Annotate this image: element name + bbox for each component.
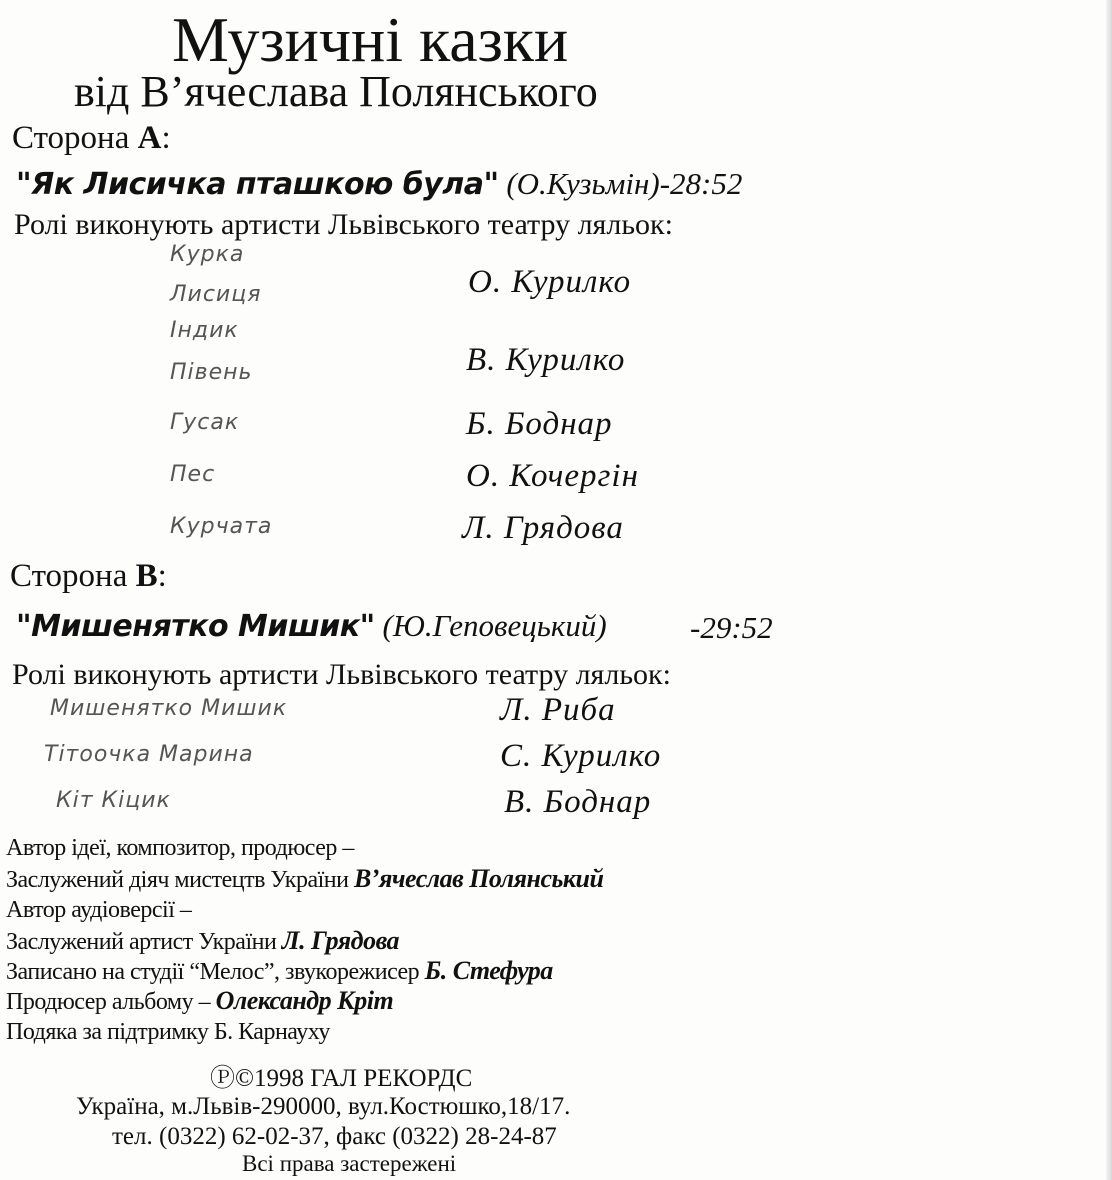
page-subtitle: від В’ячеслава Полянського — [74, 67, 598, 116]
credit-name: В’ячеслав Полянський — [353, 864, 604, 893]
side-a-label: Сторона — [12, 120, 130, 156]
credit-name: Олександр Кріт — [215, 986, 394, 1015]
side-a-character: Пес — [170, 462, 216, 487]
side-a-character: Курчата — [170, 514, 273, 539]
side-a-actor: Л. Грядова — [462, 510, 624, 546]
side-a-heading — [12, 122, 171, 155]
credit-text: Продюсер альбому – — [6, 989, 211, 1015]
credit-line: Автор аудіоверсії – — [6, 897, 192, 923]
credit-name: Л. Грядова — [281, 926, 400, 955]
credit-name: Б. Стефура — [424, 956, 553, 985]
side-a-actor: В. Курилко — [466, 342, 626, 378]
side-a-actor: О. Курилко — [468, 264, 632, 300]
side-a-story-title: "Як Лисичка пташкою була" — [16, 167, 499, 202]
side-a-actor: О. Кочергін — [466, 458, 639, 494]
side-b-duration: -29:52 — [690, 610, 773, 645]
rights: Всі права застережені — [242, 1151, 457, 1176]
side-a-author: (О.Кузьмін) — [506, 166, 660, 201]
side-a-character: Лисиця — [170, 282, 262, 307]
side-a-character: Гусак — [170, 410, 240, 435]
copyright: Ⓟ©1998 ГАЛ РЕКОРДС — [210, 1065, 473, 1092]
side-b-actor: Л. Риба — [500, 692, 616, 728]
side-b-story-title: "Мишенятко Мишик" — [16, 609, 375, 644]
credit-line — [6, 866, 603, 892]
side-b-colon: : — [157, 558, 167, 594]
phone: тел. (0322) 62-02-37, факс (0322) 28-24-87 — [112, 1123, 557, 1150]
page-edge — [1106, 0, 1112, 1180]
side-b-letter: В — [135, 558, 158, 594]
side-a-colon: : — [161, 120, 171, 156]
side-b-author: (Ю.Геповецький) — [382, 608, 607, 643]
side-a-roles-intro: Ролі виконують артисти Львівського театру ляльок: — [14, 208, 673, 241]
side-b-actor: В. Боднар — [504, 784, 652, 820]
side-a-duration: -28:52 — [659, 166, 743, 201]
page-title: Музичні казки — [172, 4, 569, 75]
credit-line: Автор ідеї, композитор, продюсер – — [6, 835, 354, 861]
credit-line — [6, 988, 393, 1014]
side-b-story-line — [16, 610, 607, 642]
credit-text: Заслужений артист України — [6, 929, 277, 955]
side-a-character: Курка — [170, 242, 245, 267]
side-a-actor: Б. Боднар — [466, 406, 613, 442]
address: Україна, м.Львів-290000, вул.Костюшко,18/17. — [76, 1093, 571, 1120]
credit-line: Подяка за підтримку Б. Карнауху — [6, 1019, 330, 1045]
credit-text: Заслужений діяч мистецтв України — [6, 867, 349, 893]
side-a-letter: А — [137, 120, 162, 156]
side-b-label: Сторона — [10, 558, 128, 594]
credit-text: Записано на студії “Мелос”, звукорежисер — [6, 959, 420, 985]
side-b-roles-intro: Ролі виконують артисти Львівського театру ляльок: — [12, 658, 671, 691]
side-a-story-line — [16, 168, 742, 200]
credit-line — [6, 958, 553, 984]
side-a-character: Півень — [170, 360, 253, 385]
side-b-actor: С. Курилко — [500, 738, 662, 774]
side-b-character: Мишенятко Мишик — [50, 696, 288, 721]
side-b-character: Кіт Кіцик — [56, 788, 171, 813]
side-b-heading — [10, 560, 167, 593]
side-a-character: Індик — [170, 318, 239, 343]
credit-line — [6, 928, 399, 954]
side-b-character: Тітоочка Марина — [44, 742, 254, 767]
